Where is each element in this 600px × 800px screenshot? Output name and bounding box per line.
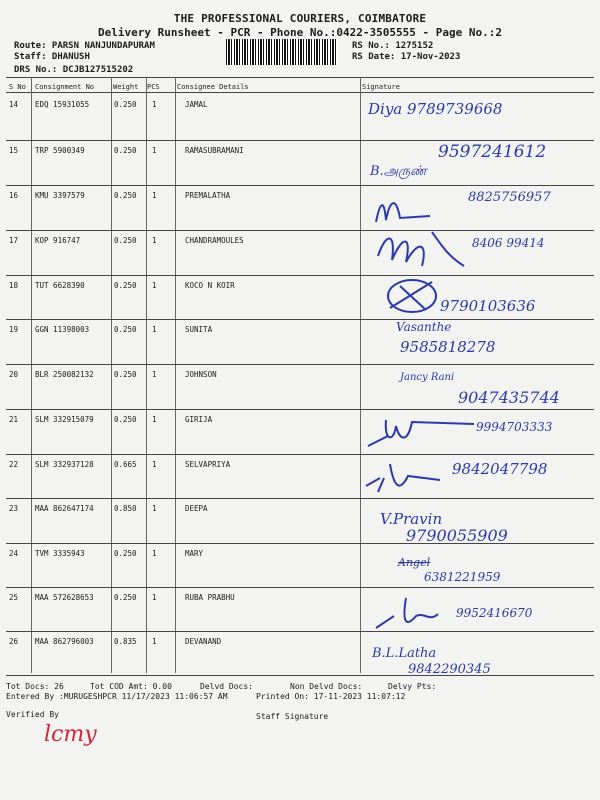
row-rule: [6, 319, 594, 320]
row-rule: [6, 631, 594, 632]
cell-consignee: SELVAPRIYA: [185, 460, 231, 469]
verifier-mark: lcmy: [44, 722, 97, 747]
cell-weight: 0.250: [114, 549, 137, 558]
cell-pcs: 1: [152, 637, 157, 646]
cell-consignee: KOCO N KOIR: [185, 281, 235, 290]
cell-pcs: 1: [152, 460, 157, 469]
route-label: Route: PARSN NANJUNDAPURAM: [14, 41, 155, 51]
signature-21-scribble: [364, 412, 484, 452]
cell-pcs: 1: [152, 236, 157, 245]
header-consignment: Consignment No: [35, 83, 95, 91]
cell-sno: 22: [9, 460, 19, 469]
cell-weight: 0.250: [114, 281, 137, 290]
cell-consignee: GIRIJA: [185, 415, 213, 424]
cell-consignment: EDQ 15931055: [35, 100, 90, 109]
header-signature: Signature: [362, 83, 400, 91]
signature-17-scribble: [372, 226, 472, 272]
cell-consignment: BLR 250082132: [35, 370, 94, 379]
cell-pcs: 1: [152, 191, 157, 200]
cell-consignee: PREMALATHA: [185, 191, 231, 200]
signature-15-name: B.அருண்: [370, 164, 427, 179]
drs-number: DRS No.: DCJB127515202: [14, 65, 134, 75]
row-rule: [6, 230, 594, 231]
cell-consignee: RUBA PRABHU: [185, 593, 235, 602]
cell-pcs: 1: [152, 504, 157, 513]
cell-sno: 24: [9, 549, 19, 558]
cell-sno: 17: [9, 236, 19, 245]
cell-weight: 0.250: [114, 100, 137, 109]
cell-sno: 15: [9, 146, 19, 155]
row-rule: [6, 364, 594, 365]
signature-25: 9952416670: [456, 606, 533, 620]
cell-sno: 21: [9, 415, 19, 424]
signature-26-phone: 9842290345: [408, 662, 491, 677]
non-delivered-docs: Non Delvd Docs:: [290, 682, 363, 691]
cell-consignee: JAMAL: [185, 100, 208, 109]
table-header-rule: [6, 92, 594, 93]
signature-21: 9994703333: [476, 420, 553, 434]
signature-17: 8406 99414: [472, 236, 545, 250]
cell-consignment: TUT 6628390: [35, 281, 85, 290]
row-rule: [6, 587, 594, 588]
printed-on: Printed On: 17-11-2023 11:07:12: [256, 692, 406, 701]
cell-consignee: CHANDRAMOULES: [185, 236, 244, 245]
cell-sno: 18: [9, 281, 19, 290]
cell-pcs: 1: [152, 325, 157, 334]
cell-pcs: 1: [152, 593, 157, 602]
cell-consignment: GGN 11398003: [35, 325, 90, 334]
cell-pcs: 1: [152, 146, 157, 155]
signature-26-name: B.L.Latha: [372, 646, 437, 661]
cell-sno: 19: [9, 325, 19, 334]
header-consignee: Consignee Details: [177, 83, 249, 91]
table-top-rule: [6, 77, 594, 78]
cell-weight: 0.850: [114, 504, 137, 513]
row-rule: [6, 409, 594, 410]
signature-20-phone: 9047435744: [458, 388, 560, 407]
staff-signature-label: Staff Signature: [256, 712, 329, 721]
cell-consignment: MAA 862647174: [35, 504, 94, 513]
cell-pcs: 1: [152, 370, 157, 379]
signature-24-phone: 6381221959: [424, 570, 501, 584]
table-row: [0, 504, 600, 548]
cell-consignee: MARY: [185, 549, 204, 558]
rs-number: RS No.: 1275152: [352, 41, 434, 51]
signature-23-name: V.Pravin: [380, 510, 443, 528]
table-row: [0, 325, 600, 369]
signature-19-phone: 9585818278: [400, 338, 496, 356]
signature-23-phone: 9790055909: [406, 526, 508, 545]
row-rule: [6, 275, 594, 276]
table-row: [0, 100, 600, 144]
cell-pcs: 1: [152, 415, 157, 424]
cell-weight: 0.250: [114, 370, 137, 379]
delivery-points: Delvy Pts:: [388, 682, 437, 691]
company-title: THE PROFESSIONAL COURIERS, COIMBATORE: [173, 12, 427, 25]
cell-sno: 14: [9, 100, 19, 109]
staff-label: Staff: DHANUSH: [14, 52, 90, 62]
cell-consignee: DEEPA: [185, 504, 208, 513]
cell-weight: 0.250: [114, 146, 137, 155]
cell-consignment: MAA 862796003: [35, 637, 94, 646]
total-cod-amount: Tot COD Amt: 0.00: [90, 682, 172, 691]
cell-consignee: RAMASUBRAMANI: [185, 146, 244, 155]
signature-22-scribble: [360, 458, 460, 498]
signature-20-name: Jancy Rani: [400, 372, 455, 383]
cell-pcs: 1: [152, 100, 157, 109]
cell-consignment: MAA 572628653: [35, 593, 94, 602]
signature-18: 9790103636: [440, 297, 536, 315]
signature-14: Diya 9789739668: [368, 100, 503, 118]
cell-consignment: SLM 332937128: [35, 460, 94, 469]
total-docs: Tot Docs: 26: [6, 682, 64, 691]
cell-weight: 0.665: [114, 460, 137, 469]
signature-22: 9842047798: [452, 460, 548, 478]
cell-weight: 0.250: [114, 593, 137, 602]
signature-16-scribble: [370, 192, 450, 228]
cell-sno: 23: [9, 504, 19, 513]
cell-sno: 16: [9, 191, 19, 200]
cell-weight: 0.250: [114, 191, 137, 200]
cell-pcs: 1: [152, 549, 157, 558]
header-weight: Weight: [113, 83, 139, 91]
cell-consignment: TRP 5900349: [35, 146, 85, 155]
row-rule: [6, 185, 594, 186]
cell-pcs: 1: [152, 281, 157, 290]
verified-by-label: Verified By: [6, 710, 59, 719]
cell-sno: 26: [9, 637, 19, 646]
cell-weight: 0.835: [114, 637, 137, 646]
cell-weight: 0.250: [114, 236, 137, 245]
cell-sno: 25: [9, 593, 19, 602]
cell-consignee: SUNITA: [185, 325, 213, 334]
row-rule: [6, 498, 594, 499]
signature-16: 8825756957: [468, 190, 551, 205]
row-rule: [6, 140, 594, 141]
barcode: [226, 39, 338, 65]
signature-15-phone: 9597241612: [438, 142, 547, 162]
row-rule: [6, 454, 594, 455]
cell-consignee: JOHNSON: [185, 370, 217, 379]
signature-24-name: Angel: [398, 556, 431, 569]
table-bottom-rule: [6, 675, 594, 676]
cell-weight: 0.250: [114, 325, 137, 334]
header-sno: S No: [9, 83, 26, 91]
header-pcs: PCS: [147, 83, 160, 91]
rs-date: RS Date: 17-Nov-2023: [352, 52, 461, 62]
signature-19-name: Vasanthe: [396, 320, 452, 334]
delivered-docs: Delvd Docs:: [200, 682, 253, 691]
cell-consignment: KOP 916747: [35, 236, 81, 245]
cell-consignment: KMU 3397579: [35, 191, 85, 200]
cell-weight: 0.250: [114, 415, 137, 424]
entered-by: Entered By :MURUGESHPCR 11/17/2023 11:06:57 AM: [6, 692, 228, 701]
cell-sno: 20: [9, 370, 19, 379]
runsheet-subtitle: Delivery Runsheet - PCR - Phone No.:0422-3505555 - Page No.:2: [98, 26, 502, 39]
cell-consignment: SLM 332915079: [35, 415, 94, 424]
cell-consignee: DEVANAND: [185, 637, 222, 646]
cell-consignment: TVM 3335943: [35, 549, 85, 558]
